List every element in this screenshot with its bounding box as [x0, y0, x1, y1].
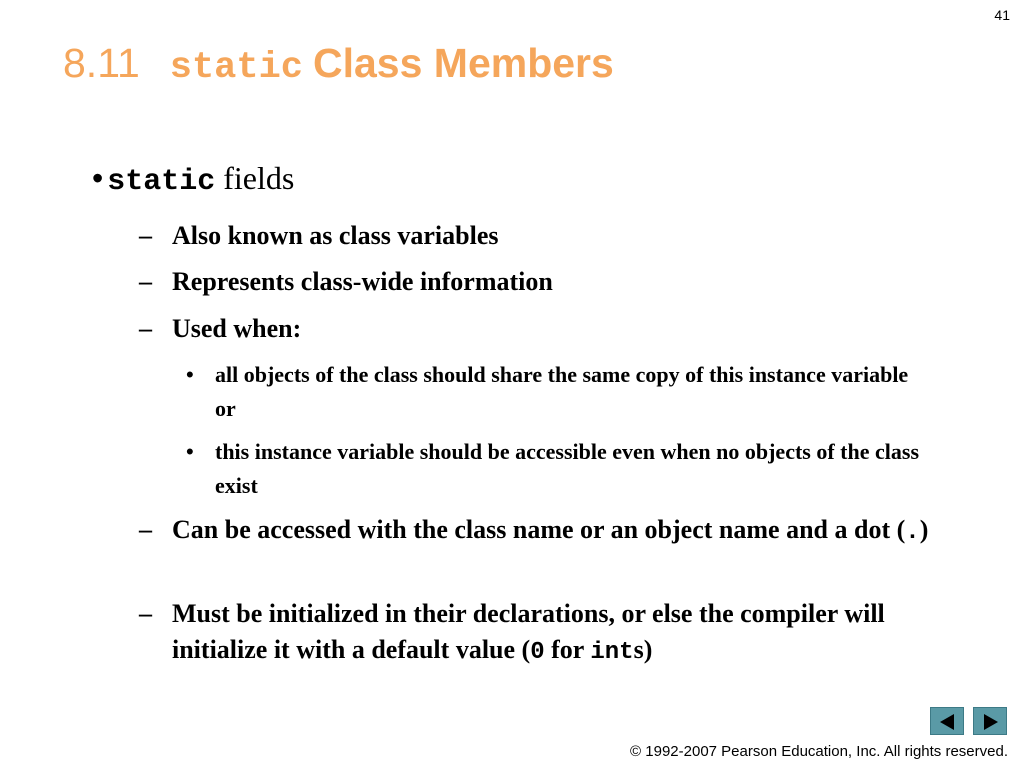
dash-icon: – — [139, 314, 152, 343]
sub-item-text — [139, 596, 979, 671]
copyright-symbol: © — [630, 743, 642, 760]
arrow-right-icon — [984, 714, 998, 730]
code-dot: . — [905, 519, 920, 546]
copyright-text: 1992-2007 Pearson Education, Inc. All rights reserved. — [645, 743, 1008, 760]
bullet-code: static — [107, 165, 216, 199]
sub-sub-item-text: this instance variable should be accessible even when no objects of the class exist — [215, 439, 919, 498]
dash-icon: – — [139, 267, 152, 296]
dash-icon: – — [139, 221, 152, 250]
sub-item-initialized — [139, 596, 979, 671]
slide-number: 41 — [994, 7, 1010, 23]
code-zero: 0 — [530, 639, 545, 666]
text-segment: Must be initialized in their declarations, or else the compiler will initialize it with a default value ( — [172, 599, 885, 664]
text-segment: s — [633, 635, 644, 664]
sub-item-text — [139, 512, 979, 551]
copyright-footer — [630, 743, 1008, 760]
dash-icon: – — [139, 515, 152, 544]
page-title — [63, 40, 614, 89]
text-segment: ) — [643, 635, 653, 664]
text-segment: for — [544, 635, 591, 664]
sub-item-text: Also known as class variables — [172, 221, 499, 250]
previous-slide-button[interactable] — [930, 707, 964, 735]
title-code: static — [169, 47, 303, 89]
sub-sub-item-text: all objects of the class should share the same copy of this instance variable or — [215, 362, 909, 421]
dash-icon: – — [139, 599, 152, 628]
bullet-static-fields — [92, 160, 294, 199]
code-int: int — [590, 639, 634, 666]
sub-sub-item-no-objects — [186, 435, 926, 503]
sub-item-used-when — [139, 311, 979, 347]
bullet-dot-icon: • — [186, 439, 194, 464]
sub-item-text: Represents class-wide information — [172, 267, 553, 296]
next-slide-button[interactable] — [973, 707, 1007, 735]
sub-item-text: Used when: — [172, 314, 302, 343]
sub-item-class-wide-info — [139, 264, 979, 300]
text-segment: Can be accessed with the class name or an object name and a dot ( — [172, 515, 906, 544]
arrow-left-icon — [940, 714, 954, 730]
title-number: 8.11 — [63, 40, 140, 86]
text-segment: ) — [919, 515, 929, 544]
sub-item-class-variables — [139, 218, 979, 254]
bullet-text: fields — [223, 160, 295, 196]
bullet-dot-icon: • — [92, 160, 104, 196]
sub-sub-item-share-copy — [186, 358, 926, 426]
sub-item-accessed-with — [139, 512, 979, 551]
title-text: Class Members — [313, 40, 614, 86]
bullet-dot-icon: • — [186, 362, 194, 387]
